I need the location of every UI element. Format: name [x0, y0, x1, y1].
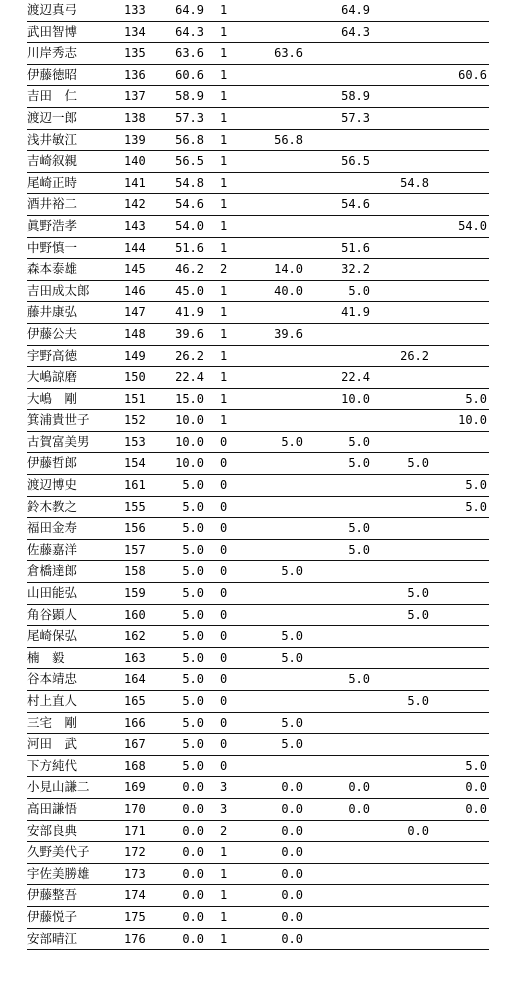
total-points: 10.0	[175, 456, 204, 471]
points-column-4: 5.0	[465, 758, 487, 773]
entry-count: 0	[220, 737, 228, 752]
player-name: 鈴木教之	[27, 498, 78, 514]
player-name: 渡辺博史	[27, 477, 78, 493]
table-row	[27, 238, 489, 260]
player-name: 渡辺真弓	[27, 2, 78, 17]
player-number: 143	[124, 218, 146, 233]
table-row	[27, 799, 489, 821]
table-row	[27, 367, 489, 389]
total-points: 10.0	[175, 413, 204, 428]
total-points: 41.9	[175, 305, 204, 320]
table-row	[27, 453, 489, 475]
total-points: 54.0	[175, 218, 204, 233]
table-row	[27, 259, 489, 281]
player-number: 141	[124, 175, 146, 190]
player-name: 谷本靖忠	[27, 671, 78, 687]
points-column-1: 0.0	[281, 888, 303, 903]
points-column-2: 0.0	[348, 801, 370, 816]
player-number: 168	[124, 758, 146, 773]
entry-count: 1	[220, 909, 228, 924]
player-number: 176	[124, 931, 146, 946]
total-points: 64.3	[175, 24, 204, 39]
table-row	[27, 907, 489, 929]
points-column-2: 51.6	[341, 240, 370, 255]
points-column-4: 5.0	[465, 478, 487, 493]
player-name: 眞野浩孝	[27, 217, 78, 233]
points-column-2: 0.0	[348, 780, 370, 795]
points-column-4: 5.0	[465, 499, 487, 514]
table-row	[27, 713, 489, 735]
table-row	[27, 130, 489, 152]
player-number: 145	[124, 262, 146, 277]
points-column-3: 5.0	[407, 694, 429, 708]
player-number: 150	[124, 370, 146, 385]
player-number: 175	[124, 909, 146, 924]
entry-count: 1	[220, 413, 228, 428]
player-number: 137	[124, 89, 146, 104]
entry-count: 3	[220, 780, 228, 795]
player-name: 古賀富美男	[27, 433, 90, 449]
entry-count: 1	[220, 391, 228, 406]
player-name: 中野慎一	[27, 239, 78, 255]
total-points: 5.0	[182, 672, 204, 687]
points-column-4: 5.0	[465, 391, 487, 406]
player-name: 伊藤哲郎	[27, 455, 78, 471]
points-column-1: 0.0	[281, 909, 303, 924]
points-column-1: 0.0	[281, 931, 303, 946]
player-name: 福田金寿	[27, 520, 78, 536]
player-number: 169	[124, 780, 146, 795]
total-points: 54.8	[175, 175, 204, 190]
player-name: 大嶋 剛	[27, 390, 78, 406]
total-points: 58.9	[175, 89, 204, 104]
entry-count: 3	[220, 801, 228, 816]
entry-count: 0	[220, 758, 228, 773]
entry-count: 0	[220, 586, 228, 601]
player-name: 三宅 剛	[27, 714, 78, 730]
player-name: 酒井裕二	[27, 196, 78, 212]
table-row	[27, 734, 489, 756]
player-name: 宇佐美勝雄	[27, 865, 90, 881]
player-name: 伊藤徳昭	[27, 66, 78, 82]
table-row	[27, 497, 489, 519]
table-row	[27, 324, 489, 346]
table-row	[27, 561, 489, 583]
player-name: 渡辺一郎	[27, 109, 78, 125]
points-column-2: 5.0	[348, 283, 370, 298]
total-points: 63.6	[175, 46, 204, 61]
points-column-2: 54.6	[341, 197, 370, 212]
total-points: 26.2	[175, 348, 204, 363]
player-number: 133	[124, 3, 146, 17]
entry-count: 1	[220, 89, 228, 104]
player-number: 171	[124, 823, 146, 838]
player-name: 川岸秀志	[27, 45, 78, 61]
table-row	[27, 0, 489, 22]
entry-count: 0	[220, 434, 228, 449]
player-name: 角谷顕人	[27, 606, 78, 622]
entry-count: 0	[220, 715, 228, 730]
table-row	[27, 821, 489, 843]
total-points: 5.0	[182, 607, 204, 622]
points-column-1: 5.0	[281, 715, 303, 730]
player-number: 162	[124, 629, 146, 644]
player-name: 伊藤整吾	[27, 887, 78, 903]
entry-count: 1	[220, 866, 228, 881]
total-points: 5.0	[182, 586, 204, 601]
player-name: 安部晴江	[27, 930, 78, 946]
table-row	[27, 540, 489, 562]
entry-count: 1	[220, 370, 228, 385]
points-column-1: 5.0	[281, 737, 303, 752]
points-column-2: 5.0	[348, 434, 370, 449]
player-name: 森本泰雄	[27, 261, 78, 277]
player-name: 伊藤公夫	[27, 325, 78, 341]
table-row	[27, 626, 489, 648]
table-row	[27, 216, 489, 238]
player-number: 147	[124, 305, 146, 320]
table-row	[27, 756, 489, 778]
player-name: 佐藤嘉洋	[27, 541, 78, 557]
points-column-4: 60.6	[458, 67, 487, 82]
entry-count: 0	[220, 456, 228, 471]
total-points: 56.8	[175, 132, 204, 147]
points-column-1: 63.6	[274, 46, 303, 61]
total-points: 5.0	[182, 758, 204, 773]
total-points: 0.0	[182, 909, 204, 924]
total-points: 5.0	[182, 499, 204, 514]
player-name: 藤井康弘	[27, 304, 78, 320]
player-number: 161	[124, 478, 146, 493]
entry-count: 0	[220, 629, 228, 644]
player-number: 136	[124, 67, 146, 82]
total-points: 5.0	[182, 715, 204, 730]
entry-count: 1	[220, 67, 228, 82]
player-number: 152	[124, 413, 146, 428]
player-name: 下方純代	[27, 757, 78, 773]
points-column-2: 58.9	[341, 89, 370, 104]
total-points: 51.6	[175, 240, 204, 255]
player-name: 倉橋達郎	[27, 563, 78, 579]
player-name: 山田能弘	[27, 585, 78, 601]
entry-count: 0	[220, 607, 228, 622]
total-points: 0.0	[182, 845, 204, 860]
entry-count: 1	[220, 46, 228, 61]
player-name: 吉田成太郎	[27, 282, 90, 298]
player-name: 吉崎叙親	[27, 153, 78, 169]
points-column-2: 5.0	[348, 521, 370, 536]
points-column-3: 54.8	[400, 175, 429, 190]
points-column-1: 0.0	[281, 801, 303, 816]
table-row	[27, 22, 489, 44]
player-number: 156	[124, 521, 146, 536]
player-number: 158	[124, 564, 146, 579]
points-column-2: 64.3	[341, 24, 370, 39]
player-number: 163	[124, 650, 146, 665]
points-column-1: 0.0	[281, 823, 303, 838]
player-number: 159	[124, 586, 146, 601]
points-column-4: 54.0	[458, 218, 487, 233]
points-column-1: 56.8	[274, 132, 303, 147]
player-name: 尾崎正時	[27, 174, 78, 190]
table-row	[27, 65, 489, 87]
entry-count: 1	[220, 24, 228, 39]
total-points: 0.0	[182, 888, 204, 903]
player-name: 久野美代子	[27, 844, 90, 860]
entry-count: 1	[220, 175, 228, 190]
entry-count: 1	[220, 888, 228, 903]
player-name: 河田 武	[27, 736, 78, 752]
table-row	[27, 410, 489, 432]
player-number: 172	[124, 845, 146, 860]
table-row	[27, 108, 489, 130]
player-name: 伊藤悦子	[27, 908, 78, 924]
table-row	[27, 194, 489, 216]
player-name: 楠 毅	[27, 649, 65, 665]
player-number: 146	[124, 283, 146, 298]
table-row	[27, 518, 489, 540]
entry-count: 1	[220, 132, 228, 147]
table-row	[27, 583, 489, 605]
total-points: 10.0	[175, 434, 204, 449]
table-row	[27, 605, 489, 627]
total-points: 5.0	[182, 694, 204, 708]
entry-count: 1	[220, 197, 228, 212]
total-points: 5.0	[182, 478, 204, 493]
points-column-2: 56.5	[341, 154, 370, 169]
player-number: 170	[124, 801, 146, 816]
player-number: 148	[124, 326, 146, 341]
total-points: 46.2	[175, 262, 204, 277]
player-name: 尾崎保弘	[27, 628, 78, 644]
player-name: 安部良典	[27, 822, 78, 838]
entry-count: 1	[220, 154, 228, 169]
entry-count: 0	[220, 521, 228, 536]
total-points: 0.0	[182, 801, 204, 816]
points-column-4: 0.0	[465, 780, 487, 795]
player-number: 164	[124, 672, 146, 687]
points-column-3: 5.0	[407, 607, 429, 622]
entry-count: 0	[220, 564, 228, 579]
player-number: 153	[124, 434, 146, 449]
entry-count: 1	[220, 283, 228, 298]
points-column-2: 22.4	[341, 370, 370, 385]
entry-count: 1	[220, 845, 228, 860]
score-table	[27, 0, 489, 950]
points-column-1: 0.0	[281, 845, 303, 860]
table-row	[27, 173, 489, 195]
player-name: 大嶋諒磨	[27, 369, 78, 385]
total-points: 0.0	[182, 931, 204, 946]
entry-count: 1	[220, 931, 228, 946]
table-row	[27, 648, 489, 670]
total-points: 22.4	[175, 370, 204, 385]
player-name: 武田智博	[27, 23, 78, 39]
points-column-3: 0.0	[407, 823, 429, 838]
table-row	[27, 151, 489, 173]
total-points: 15.0	[175, 391, 204, 406]
total-points: 5.0	[182, 521, 204, 536]
total-points: 0.0	[182, 780, 204, 795]
points-column-4: 10.0	[458, 413, 487, 428]
points-column-2: 5.0	[348, 456, 370, 471]
player-number: 142	[124, 197, 146, 212]
table-row	[27, 346, 489, 368]
total-points: 5.0	[182, 564, 204, 579]
player-number: 154	[124, 456, 146, 471]
points-column-2: 5.0	[348, 672, 370, 687]
player-number: 139	[124, 132, 146, 147]
player-number: 157	[124, 542, 146, 557]
points-column-2: 57.3	[341, 110, 370, 125]
table-row	[27, 669, 489, 691]
table-row	[27, 475, 489, 497]
entry-count: 0	[220, 478, 228, 493]
total-points: 54.6	[175, 197, 204, 212]
player-number: 174	[124, 888, 146, 903]
table-row	[27, 864, 489, 886]
entry-count: 0	[220, 694, 228, 708]
entry-count: 0	[220, 499, 228, 514]
entry-count: 1	[220, 326, 228, 341]
points-column-2: 10.0	[341, 391, 370, 406]
table-row	[27, 281, 489, 303]
total-points: 39.6	[175, 326, 204, 341]
player-number: 166	[124, 715, 146, 730]
entry-count: 0	[220, 672, 228, 687]
points-column-3: 26.2	[400, 348, 429, 363]
player-number: 149	[124, 348, 146, 363]
total-points: 0.0	[182, 823, 204, 838]
entry-count: 1	[220, 110, 228, 125]
points-column-4: 0.0	[465, 801, 487, 816]
entry-count: 0	[220, 650, 228, 665]
points-column-1: 5.0	[281, 564, 303, 579]
points-column-1: 5.0	[281, 629, 303, 644]
table-row	[27, 43, 489, 65]
total-points: 0.0	[182, 866, 204, 881]
player-name: 小見山謙二	[27, 779, 90, 795]
table-row	[27, 777, 489, 799]
total-points: 57.3	[175, 110, 204, 125]
points-column-2: 41.9	[341, 305, 370, 320]
player-name: 村上直人	[27, 693, 78, 708]
total-points: 56.5	[175, 154, 204, 169]
player-number: 165	[124, 694, 146, 708]
player-name: 吉田 仁	[27, 88, 78, 104]
player-number: 173	[124, 866, 146, 881]
points-column-3: 5.0	[407, 586, 429, 601]
player-name: 宇野高徳	[27, 347, 78, 363]
player-number: 144	[124, 240, 146, 255]
player-number: 138	[124, 110, 146, 125]
player-number: 140	[124, 154, 146, 169]
points-column-1: 5.0	[281, 434, 303, 449]
points-column-2: 32.2	[341, 262, 370, 277]
player-name: 箕浦貴世子	[27, 412, 90, 428]
table-row	[27, 302, 489, 324]
entry-count: 1	[220, 305, 228, 320]
points-column-1: 39.6	[274, 326, 303, 341]
entry-count: 0	[220, 542, 228, 557]
player-number: 167	[124, 737, 146, 752]
entry-count: 2	[220, 823, 228, 838]
points-column-1: 40.0	[274, 283, 303, 298]
table-row	[27, 885, 489, 907]
player-number: 151	[124, 391, 146, 406]
player-number: 135	[124, 46, 146, 61]
entry-count: 1	[220, 3, 228, 17]
total-points: 60.6	[175, 67, 204, 82]
table-row	[27, 842, 489, 864]
table-row	[27, 432, 489, 454]
total-points: 5.0	[182, 629, 204, 644]
total-points: 64.9	[175, 3, 204, 17]
player-name: 高田謙悟	[27, 800, 78, 816]
player-number: 155	[124, 499, 146, 514]
points-column-1: 14.0	[274, 262, 303, 277]
player-name: 浅井敏江	[27, 131, 78, 147]
total-points: 45.0	[175, 283, 204, 298]
total-points: 5.0	[182, 737, 204, 752]
points-column-2: 5.0	[348, 542, 370, 557]
player-number: 160	[124, 607, 146, 622]
player-number: 134	[124, 24, 146, 39]
entry-count: 1	[220, 348, 228, 363]
total-points: 5.0	[182, 542, 204, 557]
points-column-1: 5.0	[281, 650, 303, 665]
total-points: 5.0	[182, 650, 204, 665]
entry-count: 1	[220, 218, 228, 233]
points-column-1: 0.0	[281, 866, 303, 881]
table-row	[27, 929, 489, 951]
points-column-3: 5.0	[407, 456, 429, 471]
table-row	[27, 691, 489, 713]
points-column-1: 0.0	[281, 780, 303, 795]
entry-count: 1	[220, 240, 228, 255]
table-row	[27, 86, 489, 108]
points-column-2: 64.9	[341, 3, 370, 17]
entry-count: 2	[220, 262, 228, 277]
table-row	[27, 389, 489, 411]
